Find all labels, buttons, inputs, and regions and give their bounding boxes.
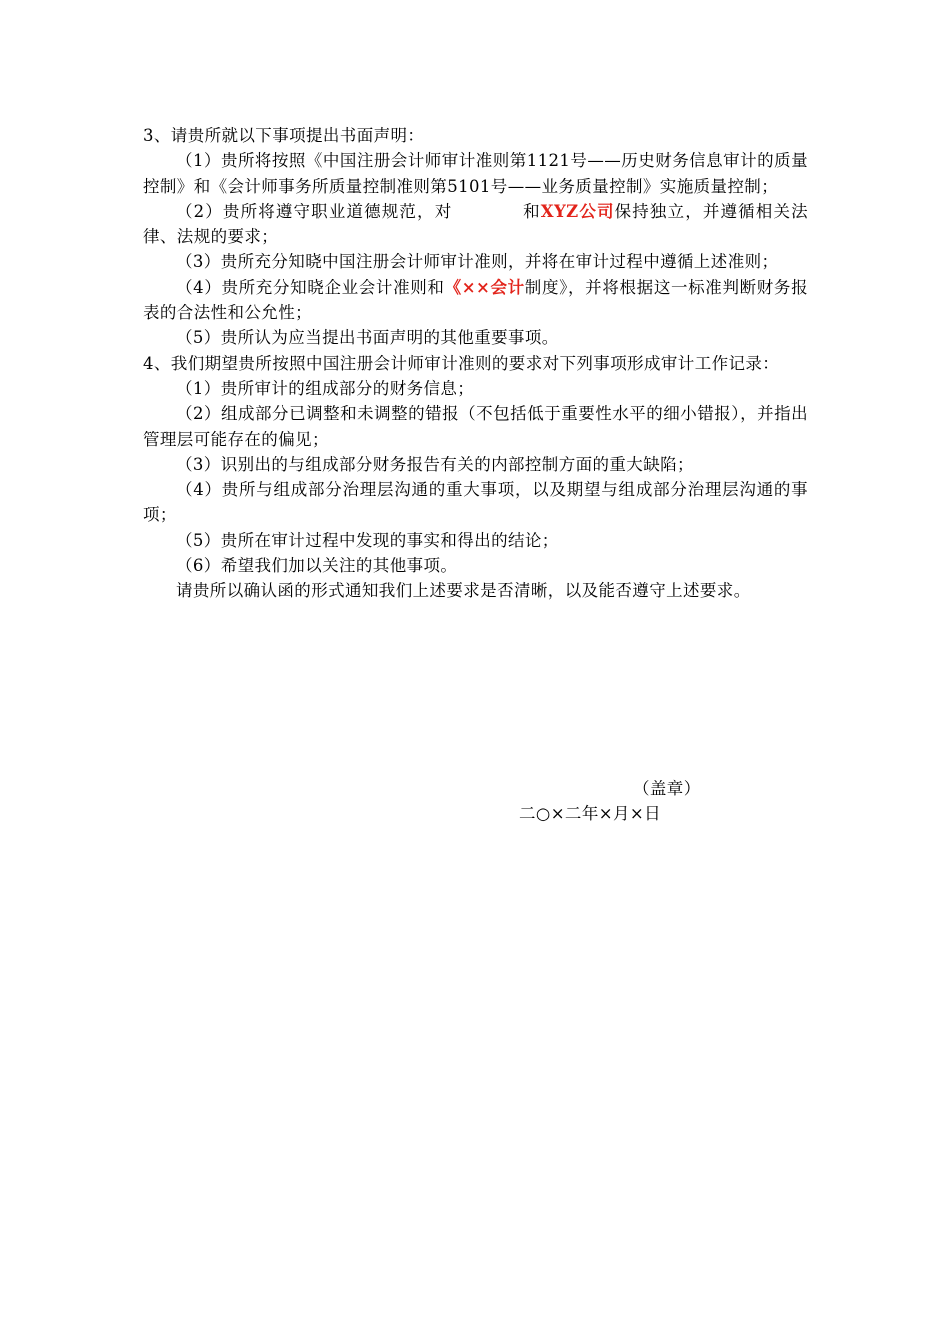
- section3-heading: 3、请贵所就以下事项提出书面声明：: [143, 126, 425, 145]
- section4-item6: （6）希望我们加以关注的其他事项。: [176, 556, 458, 576]
- section4-item1: （1）贵所审计的组成部分的财务信息；: [176, 378, 475, 398]
- section4-item2: （2）组成部分已调整和未调整的错报（不包括低于重要性水平的细小错报），并指出管理层可能存在的偏见；: [143, 404, 808, 449]
- section3-item5: （5）贵所认为应当提出书面声明的其他重要事项。: [176, 328, 559, 348]
- section3-item1: （1）贵所将按照《中国注册会计师审计准则第1121号——历史财务信息审计的质量控制》和《会计师事务所质量控制准则第5101号——业务质量控制》实施质量控制；: [143, 151, 808, 196]
- section3-item2: [143, 199, 808, 250]
- seal-label: （盖章）: [633, 779, 701, 798]
- section4-item4: （4）贵所与组成部分治理层沟通的重大事项，以及期望与组成部分治理层沟通的事项；: [143, 480, 808, 525]
- letter-body: [143, 123, 808, 604]
- signature-date: 二○×二年×月×日: [519, 804, 661, 823]
- section4-item5: （5）贵所在审计过程中发现的事实和得出的结论；: [176, 530, 559, 550]
- section3-item2-pre: （2）贵所将遵守职业道德规范，对: [176, 201, 453, 221]
- section3-item3: （3）贵所充分知晓中国注册会计师审计准则，并将在审计过程中遵循上述准则；: [176, 252, 779, 272]
- accounting-system-highlight: 《××会计: [444, 277, 525, 297]
- section3-item2-post: 保持独立，并遵循相关法律、法规的要求；: [143, 201, 808, 247]
- company-name-highlight: XYZ公司: [540, 201, 615, 221]
- section3-item4-post: 制度》，并将根据这一标准判断财务报表的合法性和公允性；: [143, 277, 808, 323]
- section3-item4-pre: （4）贵所充分知晓企业会计准则和: [176, 277, 445, 297]
- section4-heading: 4、我们期望贵所按照中国注册会计师审计准则的要求对下列事项形成审计工作记录：: [143, 353, 780, 373]
- section3-item2-and: 和: [522, 201, 541, 221]
- section3-item4: [143, 275, 808, 326]
- section4-item3: （3）识别出的与组成部分财务报告有关的内部控制方面的重大缺陷；: [176, 454, 694, 474]
- closing-paragraph: 请贵所以确认函的形式通知我们上述要求是否清晰，以及能否遵守上述要求。: [176, 581, 751, 601]
